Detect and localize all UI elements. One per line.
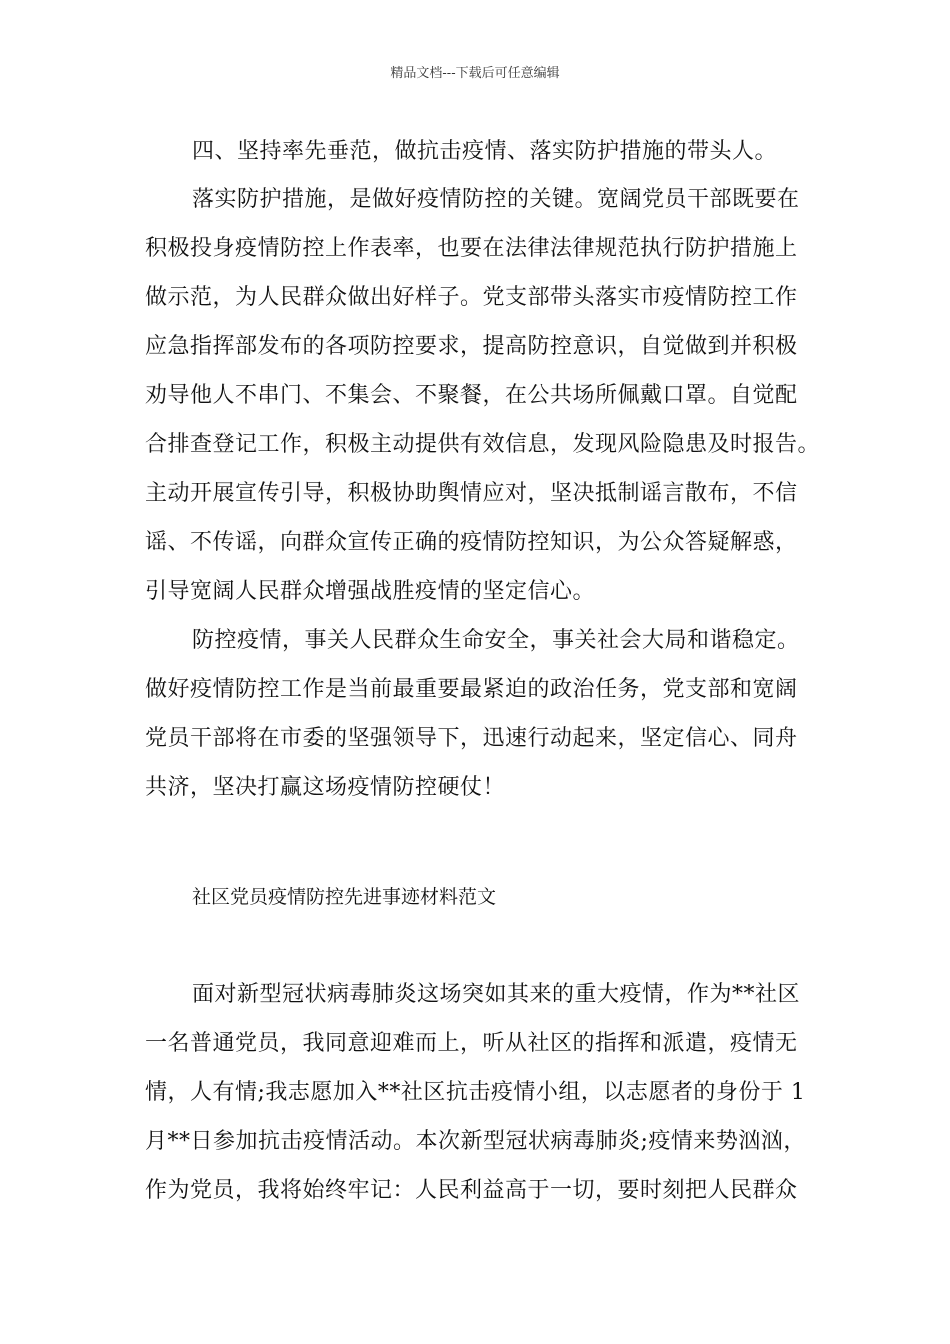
paragraph-line: 劝导他人不串门、不集会、不聚餐，在公共场所佩戴口罩。自觉配 <box>145 383 798 408</box>
page-header: 精品文档---下载后可任意编辑 <box>390 66 560 81</box>
paragraph-line: 做好疫情防控工作是当前最重要最紧迫的政治任务，党支部和宽阔 <box>145 677 798 702</box>
paragraph-line: 月**日参加抗击疫情活动。本次新型冠状病毒肺炎;疫情来势汹汹， <box>145 1129 806 1154</box>
section-title: 四、坚持率先垂范，做抗击疫情、落实防护措施的带头人。 <box>192 139 778 164</box>
paragraph-line: 党员干部将在市委的坚强领导下，迅速行动起来，坚定信心、同舟 <box>145 726 798 751</box>
paragraph-line: 情，人有情;我志愿加入**社区抗击疫情小组，以志愿者的身份于 1 <box>145 1080 806 1105</box>
paragraph-line: 作为党员，我将始终牢记：人民利益高于一切，要时刻把人民群众 <box>145 1178 798 1203</box>
paragraph-line: 主动开展宣传引导，积极协助舆情应对，坚决抵制谣言散布，不信 <box>145 481 798 506</box>
paragraph-line: 一名普通党员，我同意迎难而上，听从社区的指挥和派遣，疫情无 <box>145 1031 798 1056</box>
paragraph-line: 防控疫情，事关人民群众生命安全，事关社会大局和谐稳定。 <box>192 628 800 653</box>
paragraph-line: 合排查登记工作，积极主动提供有效信息，发现风险隐患及时报告。 <box>145 432 821 457</box>
paragraph-line: 谣、不传谣，向群众宣传正确的疫情防控知识，为公众答疑解惑， <box>145 530 798 555</box>
article-title: 社区党员疫情防控先进事迹材料范文 <box>192 886 497 908</box>
paragraph-line: 落实防护措施，是做好疫情防控的关键。宽阔党员干部既要在 <box>192 187 800 212</box>
paragraph-line: 共济，坚决打赢这场疫情防控硬仗！ <box>145 775 506 800</box>
paragraph-line: 应急指挥部发布的各项防控要求，提高防控意识，自觉做到并积极 <box>145 334 798 359</box>
paragraph-line: 引导宽阔人民群众增强战胜疫情的坚定信心。 <box>145 579 596 604</box>
paragraph-line: 做示范，为人民群众做出好样子。党支部带头落实市疫情防控工作 <box>145 285 798 310</box>
paragraph-line: 积极投身疫情防控上作表率，也要在法律法律规范执行防护措施上 <box>145 236 798 261</box>
paragraph-line: 面对新型冠状病毒肺炎这场突如其来的重大疫情，作为**社区 <box>192 982 801 1007</box>
